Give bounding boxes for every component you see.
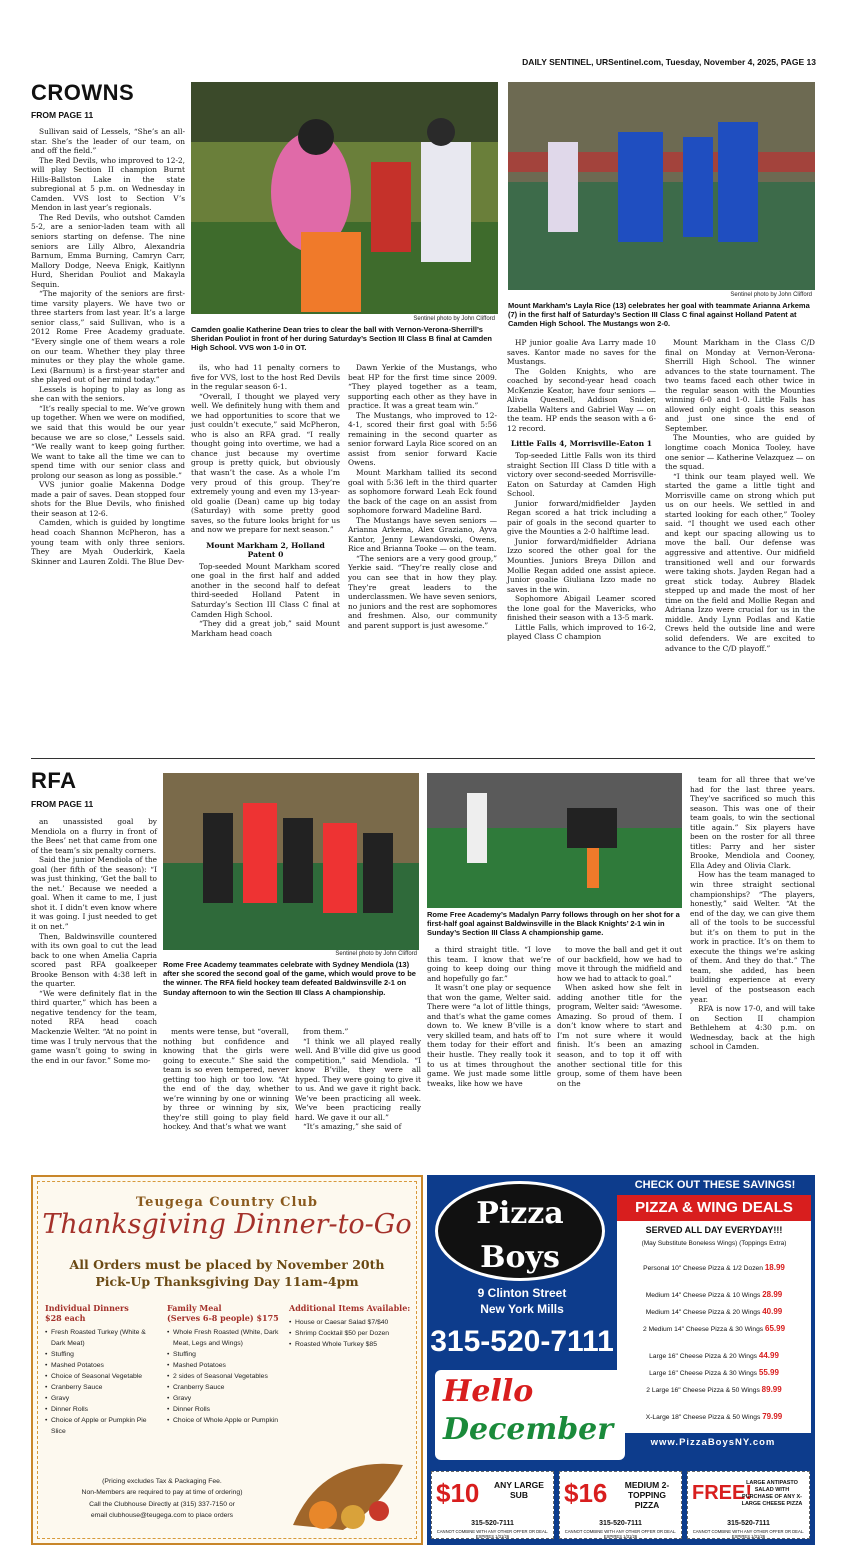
paragraph: RFA is now 17-0, and will take on Section II champion Bethlehem at 4:30 p.m. on Wednesday, back at the high school in Camden.	[690, 1004, 815, 1052]
menu-item: • Stuffing	[167, 1349, 285, 1360]
rfa-photo-shot	[427, 773, 682, 908]
teugega-individual: Individual Dinners $28 each • Fresh Roasted Turkey (White & Dark Meat) • Stuffing • Mashed Potatoes • Choice of Seasonal Vegetable • Cranberry Sauce • Gravy • Dinner Rolls • Choice of Apple or Pumpkin Pie Slice	[45, 1303, 160, 1437]
crowns-col2	[191, 363, 340, 763]
paragraph: an unassisted goal by Mendiola on a flurry in front of the Bees’ net that came from one of the team’s six penalty corners.	[31, 817, 157, 855]
teugega-title: Thanksgiving Dinner-to-Go	[42, 1209, 412, 1240]
paragraph: Lessels is hoping to play as long as she can with the seniors.	[31, 384, 185, 404]
pizza-deal-item: X-Large 18" Cheese Pizza & 50 Wings 79.99	[645, 1412, 783, 1421]
section-divider	[31, 758, 815, 759]
paragraph: “It’s amazing,” she said of	[303, 1122, 402, 1132]
teugega-order-deadline: All Orders must be placed by November 20th	[69, 1257, 385, 1272]
cornucopia-icon	[283, 1445, 411, 1535]
paragraph: The Mustangs have seven seniors — Arianna Arkema, Alex Graziano, Ayva Kantor, Jenny Lewandowski, Owens, Rice and Brianna Tooke — on the team.	[348, 515, 497, 554]
rfa-photo1-caption: Rome Free Academy teammates celebrate with Sydney Mendiola (13) after she scored the second goal of the game, which would prove to be the winner. The RFA field hockey team defeated Baldwinsville 2-1 on Sunday afternoon to win the Section III Class A championship.	[163, 960, 416, 997]
pizza-deal-item: 2 Medium 14" Cheese Pizza & 30 Wings 65.99	[642, 1324, 786, 1333]
crowns-photo-celebration	[508, 82, 815, 290]
coupon-pizza: $16 MEDIUM 2-TOPPING PIZZA 315-520-7111 CANNOT COMBINE WITH ANY OTHER OFFER OR DEAL. EXPIRES 1/31/26	[559, 1471, 682, 1539]
crowns-subhead-lf: Little Falls 4, Morrisville-Eaton 1	[510, 439, 653, 449]
pizza-deal-item: Large 16" Cheese Pizza & 20 Wings 44.99	[649, 1351, 779, 1360]
paragraph: Top-seeded Mount Markham scored one goal in the first half and added another in the second half to defeat third-seeded Holland Patent in Saturday’s Section III Class C final at Camden High School.	[191, 561, 340, 619]
paragraph: “They did a great job,” said Mount Markham head coach	[191, 619, 340, 638]
teugega-ad	[31, 1175, 423, 1545]
paragraph: Junior forward/midfielder Adriana Izzo scored the other goal for the Mounties. Juniors Breya Dillon and Mollie Regan added one assist apiece. Junior goalie Giuliana Izzo made no saves in the win.	[507, 536, 656, 594]
paragraph: The Red Devils, who outshot Camden 5-2, are a senior-laden team with all seniors starting on defense. The nine seniors are Lilly Albro, Alexandria Barnum, Emma Burning, Camryn Carr, Mallory Dodge, Neeva Enigk, Kaitlynn Hurd, Sheridan Pouliot and Makayla Sequin.	[31, 212, 185, 289]
menu-item: • Choice of Apple or Pumpkin Pie Slice	[45, 1415, 160, 1437]
crowns-col1	[31, 127, 185, 762]
paragraph: The Mustangs, who improved to 12-4-1, scored their first goal with 5:56 remaining in the second quarter as senior forward Layla Rice scored on an assist from senior forward Kacie Owens.	[348, 410, 497, 468]
menu-item: • Cranberry Sauce	[45, 1382, 160, 1393]
rfa-jump: FROM PAGE 11	[31, 799, 94, 809]
paragraph: Mount Markham in the Class C/D final on Monday at Vernon-Verona-Sherrill High School. The winner advances to the state tournament. The two teams faced each other twice in the regular season with the Mounties winning 6-0 and 1-0. Little Falls has allowed only eight goals this season and just one since the end of September.	[665, 338, 815, 433]
menu-item: • Shrimp Cocktail $50 per Dozen	[289, 1328, 414, 1339]
paragraph: Junior forward/midfielder Jayden Regan scored a hat trick including a pair of goals in the second quarter to give the Mounties a 2-0 halftime lead.	[507, 498, 656, 537]
rfa-col1	[31, 817, 157, 1167]
pizza-website: www.PizzaBoysNY.com	[650, 1437, 776, 1448]
paragraph: When asked how she felt in adding another title for the program, Welter said: “Awesome. Amazing. So proud of them. I don’t know where to start and I’m not sure where it would finish. It’s been an amazing season, and to top it off with another sectional title for this group, some of them have been on the	[557, 983, 682, 1088]
menu-item: • Mashed Potatoes	[45, 1360, 160, 1371]
paragraph: The Red Devils, who improved to 12-2, will play Section II champion Burnt Hills-Ballston Lake in the state subregional at 5 p.m. on Wednesday in Camden. VVS lost to Section V’s Mendon in last year’s regionals.	[31, 155, 185, 213]
menu-item: • Choice of Seasonal Vegetable	[45, 1371, 160, 1382]
pizza-deal-item: Medium 14" Cheese Pizza & 20 Wings 40.99	[645, 1307, 783, 1316]
menu-item: • Stuffing	[45, 1349, 160, 1360]
paragraph: Mount Markham tallied its second goal with 5:36 left in the third quarter as sophomore forward Leah Eck found the back of the cage on an assist from sophomore forward Madeline Bard.	[348, 468, 497, 516]
rfa-photo2-caption: Rome Free Academy’s Madalyn Parry follows through on her shot for a first-half goal against Baldwinsville in the Black Knights’ 2-1 win in Sunday’s Section III Class A championship game.	[427, 910, 680, 938]
menu-item: • Gravy	[45, 1393, 160, 1404]
crowns-col5	[665, 338, 815, 763]
pizza-phone: 315-520-7111	[430, 1325, 614, 1358]
coupon-antipasto: FREE! LARGE ANTIPASTO SALAD WITH PURCHASE OF ANY X-LARGE CHEESE PIZZA 315-520-7111 CANNOT COMBINE WITH ANY OTHER OFFER OR DEAL. EXPIRES 1/31/26	[687, 1471, 810, 1539]
crowns-photo1-caption: Camden goalie Katherine Dean tries to clear the ball with Vernon-Verona-Sherrill’s Sheridan Pouliot in front of her during Saturday’s Section III Class B final at Camden High School. VVS won 1-0 in OT.	[191, 325, 493, 353]
paragraph: “The seniors are a very good group,” Yerkie said. “They’re really close and you can see that in how they play. They’re great leaders to the underclassmen. We have seven seniors, no juniors and the rest are sophomores and freshmen. Also, our community and parent support is just awesome.”	[348, 553, 497, 630]
menu-item: • Cranberry Sauce	[167, 1382, 285, 1393]
menu-item: • Roasted Whole Turkey $85	[289, 1339, 414, 1350]
menu-item: • Mashed Potatoes	[167, 1360, 285, 1371]
paragraph: HP junior goalie Ava Larry made 10 saves. Kantor made no saves for the Mustangs.	[507, 338, 656, 367]
crowns-photo-goalie	[191, 82, 498, 314]
paragraph: The Mounties, who are guided by longtime coach Monica Tooley, have one senior — Katherine Velazquez — on the squad.	[665, 433, 815, 472]
coupon-sub: $10 ANY LARGE SUB 315-520-7111 CANNOT COMBINE WITH ANY OTHER OFFER OR DEAL. EXPIRES 1/31/26	[431, 1471, 554, 1539]
menu-item: • Fresh Roasted Turkey (White & Dark Meat)	[45, 1327, 160, 1349]
crowns-col3	[348, 363, 497, 763]
menu-item: • Choice of Whole Apple or Pumpkin	[167, 1415, 285, 1426]
paragraph: VVS junior goalie Makenna Dodge made a pair of saves. Dean stopped four shots for the Blue Devils, who finished their season at 12-6.	[31, 480, 185, 518]
paragraph: Dawn Yerkie of the Mustangs, who beat HP for the first time since 2009. “They played together as a team, supporting each other as they have in practice. It was a great team win.”	[348, 363, 497, 411]
paragraph: “We were definitely flat in the third quarter,” which has been a negative tendency for the team, noted RFA head coach Mackenzie Welter. “At no point in time was I truly nervous that the game wasn’t going to swing in the end in our favor.” Some mo-	[31, 988, 157, 1065]
paragraph: ils, who had 11 penalty corners to five for VVS, lost to the host Red Devils in the regular season 6-1.	[191, 363, 340, 392]
pizza-deals-menu: PIZZA & WING DEALS SERVED ALL DAY EVERYDAY!!! (May Substitute Boneless Wings) (Toppings Extra) Personal 10" Cheese Pizza & 1/2 Dozen 18.99 Medium 14" Cheese Pizza & 10 Wings 28.99 Medium 14" Cheese Pizza & 20 Wings 40.99 2 Medium 14" Cheese Pizza & 30 Wings 65.99 Large 16" Cheese Pizza & 20 Wings 44.99 Large 16" Cheese Pizza & 30 Wings 55.99 2 Large 16" Cheese Pizza & 50 Wings 89.99 X-Large 18" Cheese Pizza & 50 Wings 79.99	[617, 1195, 811, 1433]
pizza-deal-item: Personal 10" Cheese Pizza & 1/2 Dozen 18.99	[643, 1263, 785, 1272]
teugega-club-name: Teugega Country Club	[136, 1195, 318, 1210]
pizza-boys-ad	[427, 1175, 815, 1545]
paragraph: “Overall, I thought we played very well. We definitely hung with them and we had opportunities to score that we just couldn’t execute,” said McPheron, who is also an RFA grad. “I really thought going into overtime, we had a chance just because my overtime group is pretty quick, but obviously that wasn’t the case. As a whole I’m very proud of this group. They’re extremely young and even my 13-year-old goalie (Dean) came up big today (Saturday) with some pretty good saves, so the future looks bright for us and now we prepare for next season.”	[191, 391, 340, 535]
paragraph: ments were tense, but “overall, nothing but confidence and knowing that the girls were going to execute.” She said the team is so even tempered, never getting too high or too low. “At the end of the day, whether we’re winning by one or winning by three or winning by six, they’re still going to play field hockey. And that’s what we want	[163, 1027, 289, 1132]
menu-item: • Dinner Rolls	[167, 1404, 285, 1415]
paragraph: “It’s really special to me. We’ve grown up together. When we were on modified, we said that this would be our year because we are so close,” Lessels said. “We really want to keep going further. We want to take all the time we can to spend time with our senior class and prolong our season as long as possible.”	[31, 403, 185, 480]
paragraph: team for all three that we’ve had for the last three years. They’ve sacrificed so much this season. This was one of their team goals, to win the sectional title again.” Six players have been on the roster for all three titles: Parry and her sister Brooke, Mendiola and Cooney, Ella Adey and Olivia Clark.	[690, 775, 815, 870]
rfa-col3	[295, 1027, 421, 1167]
teugega-additional: Additional Items Available: • House or Caesar Salad $7/$40 • Shrimp Cocktail $50 per Dozen • Roasted Whole Turkey $85	[289, 1303, 414, 1350]
paragraph: It wasn’t one play or sequence that won the game, Welter said. There were “a lot of little things, and that’s what the game comes down to. We knew B’ville is a very skilled team, and hats off to them today for their effort and their hustle. They really took it to us at times throughout the game. We just made some little tweaks, like how we have	[427, 983, 551, 1088]
crowns-photo2-caption: Mount Markham’s Layla Rice (13) celebrates her goal with teammate Arianna Arkema (7) in the first half of Saturday’s Section III Class C final against Holland Patent at Camden High School. The Mustangs won 2-0.	[508, 301, 810, 329]
teugega-family: Family Meal (Serves 6-8 people) $175 • Whole Fresh Roasted (White, Dark Meat, Legs and Wings) • Stuffing • Mashed Potatoes • 2 sides of Seasonal Vegetables • Cranberry Sauce • Gravy • Dinner Rolls • Choice of Whole Apple or Pumpkin	[167, 1303, 285, 1426]
crowns-headline: CROWNS	[31, 80, 135, 105]
menu-item: • Gravy	[167, 1393, 285, 1404]
paragraph: Then, Baldwinsville countered with its own goal to cut the lead back to one when Amelia Capria scored past RFA goalkeeper Brooke Benson with 4:38 left in the quarter.	[31, 931, 157, 989]
pizza-check-savings: CHECK OUT THESE SAVINGS!	[634, 1179, 796, 1191]
crowns-jump: FROM PAGE 11	[31, 110, 94, 120]
pizza-deal-item: Large 16" Cheese Pizza & 30 Wings 55.99	[649, 1368, 779, 1377]
rfa-photo1-credit: Sentinel photo by John Clifford	[335, 951, 417, 957]
paragraph: Said the junior Mendiola of the goal (her fifth of the season): “I was just thinking, ‘Get the ball to the net.’ Because we needed a goal. When it came to me, I just shot it. I didn’t even know where it was going. I just needed to get it on net.”	[31, 855, 157, 932]
menu-item: • Dinner Rolls	[45, 1404, 160, 1415]
crowns-photo2-credit: Sentinel photo by John Clifford	[730, 292, 812, 298]
rfa-col6	[690, 775, 815, 1167]
paragraph: Top-seeded Little Falls won its third straight Section III Class D title with a victory over second-seeded Morrisville-Eaton on Saturday at Camden High School.	[507, 450, 656, 499]
menu-item: • 2 sides of Seasonal Vegetables	[167, 1371, 285, 1382]
crowns-subhead-mm: Mount Markham 2, Holland Patent 0	[206, 540, 325, 560]
paragraph: Camden, which is guided by longtime head coach Shannon McPheron, has a young team with only three seniors. They are Myah Ouderkirk, Kaela Skinner and Lauren Zoldi. The Blue Dev-	[31, 518, 185, 566]
rfa-col2	[163, 1027, 289, 1167]
paragraph: from them.”	[303, 1027, 349, 1036]
hello-december: Hello December	[435, 1370, 625, 1460]
rfa-headline: RFA	[31, 768, 77, 793]
pizza-address: 9 Clinton Street New York Mills	[477, 1286, 567, 1316]
pizza-deal-item: 2 Large 16" Cheese Pizza & 50 Wings 89.99	[646, 1385, 782, 1394]
paragraph: Sophomore Abigail Leamer scored the lone goal for the Mavericks, who finished their season with a 13-5 mark.	[507, 594, 656, 623]
paragraph: Little Falls, which improved to 16-2, played Class C champion	[507, 622, 656, 642]
pizza-deal-item: Medium 14" Cheese Pizza & 10 Wings 28.99	[645, 1290, 783, 1299]
paragraph: Sullivan said of Lessels, “She’s an all-star. She’s the leader of our team, on and off the field.”	[31, 127, 185, 156]
paragraph: “I think we all played really well. And B’ville did give us good competition,” said Mendiola. “I know B’ville, they were all hyped. They were going to give it to us. And we gave it right back. We’ve been practicing all week. We’ve been practicing really hard. We gave it our all.”	[295, 1036, 421, 1122]
paragraph: “I think our team played well. We started the game a little tight and Morrisville came on strong which put us on our heels. We settled in and started looking for each other,” Tooley said. “I thought we used each other and kept our spacing allowing us to move the ball. Our defense was aggressive and attentive. Our midfield transitioned well and our forwards were taking shots. Jayden Regan had a great stick today. Aubrey Bladek stepped up and made the most of her time on the field and Mollie Regan and Adriana Izzo were crucial for us in the middle. Andy Lynn Podlas and Katie Crews held the outside line and were solid defenders. We are excited to advance to the C/D playoff.”	[665, 471, 815, 653]
rfa-photo-celebration	[163, 773, 419, 950]
pizza-boys-logo: Pizza Boys	[435, 1181, 605, 1281]
menu-item: • Whole Fresh Roasted (White, Dark Meat, Legs and Wings)	[167, 1327, 285, 1349]
paragraph: How has the team managed to win three straight sectional championships? “The players, honestly,” said Welter. “At the end of the day, we can give them all of the tools to be successful but it’s on them to put in the work in practice. It’s on them to execute the things we’re asking of them. And they do that.” The team, she added, has been building experience at every level of the postseason each year.	[690, 870, 815, 1004]
crowns-col4	[507, 338, 656, 763]
paragraph: a third straight title. “I love this team. I know that we’re going to keep doing our thing and hopefully go far.”	[427, 945, 551, 983]
page-header: DAILY SENTINEL, URSentinel.com, Tuesday, November 4, 2025, PAGE 13	[522, 57, 816, 67]
rfa-col4	[427, 945, 551, 1167]
paragraph: to move the ball and get it out of our backfield, how we had to move it through the midfield and how we had to attack to goal.”	[557, 945, 682, 983]
paragraph: The Golden Knights, who are coached by second-year head coach McKenzie Keator, have four seniors — Alivia Quesnell, Addison Snider, Izabella Walters and Gabriel Way — on the team. HP ends the season with a 6-12 record.	[507, 366, 656, 433]
teugega-pickup: Pick-Up Thanksgiving Day 11am-4pm	[95, 1274, 359, 1289]
menu-item: • House or Caesar Salad $7/$40	[289, 1317, 414, 1328]
crowns-photo1-credit: Sentinel photo by John Clifford	[413, 316, 495, 322]
paragraph: “The majority of the seniors are first-time varsity players. We have two or three starters from last year. It’s a large senior class,” said Sullivan, who is a 2012 Rome Free Academy graduate. “Every single one of them wears a role on our team. Whether they play three minutes or they play the whole game. Lexi (Barnum) is a first-year starter and she played out of her mind today.”	[31, 289, 185, 385]
rfa-col5	[557, 945, 682, 1167]
teugega-footer: (Pricing excludes Tax & Packaging Fee. Non-Members are required to pay at time of ordering) Call the Clubhouse Directly at (315) 337-7150 or email clubhouse@teugega.com to place orders	[81, 1478, 243, 1519]
